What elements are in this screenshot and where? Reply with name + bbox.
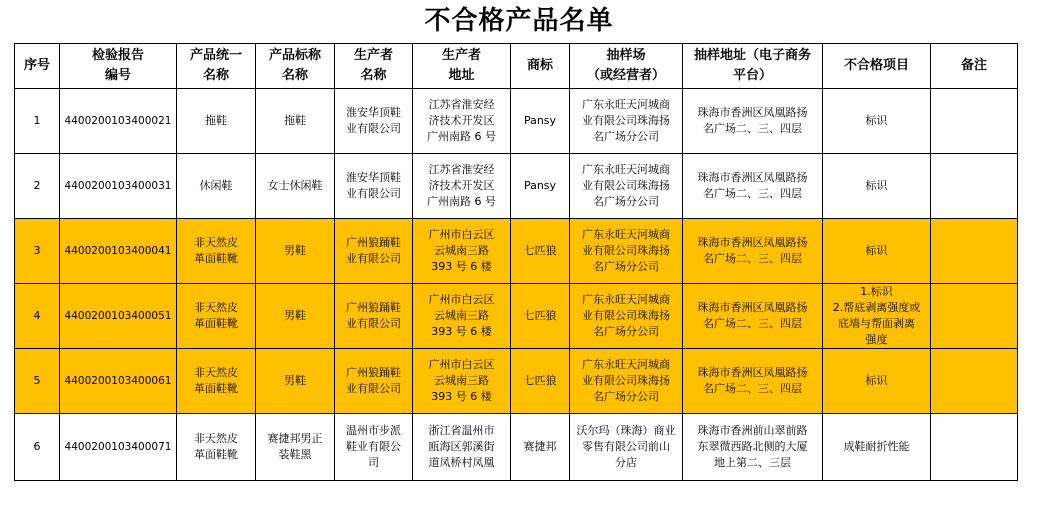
cell-producer-name: 淮安华顶鞋 业有限公司	[335, 154, 413, 219]
unqualified-products-table	[14, 43, 1018, 481]
cell-failed-items: 标识	[823, 349, 931, 414]
table-row	[15, 89, 1018, 154]
cell-sampling-site: 广东永旺天河城商 业有限公司珠海扬 名广场分公司	[570, 89, 683, 154]
page-title: 不合格产品名单	[424, 6, 614, 36]
header-remarks: 备注	[931, 44, 1018, 89]
cell-product-nominal-name: 拖鞋	[256, 89, 335, 154]
cell-sampling-site: 广东永旺天河城商 业有限公司珠海扬 名广场分公司	[570, 219, 683, 284]
table-row	[15, 349, 1018, 414]
cell-sampling-address: 珠海市香洲区凤凰路扬 名广场二、三、四层	[683, 219, 823, 284]
cell-producer-name: 广州狼踊鞋 业有限公司	[335, 284, 413, 349]
header-product-unified-name: 产品统一 名称	[177, 44, 256, 89]
cell-failed-items: 标识	[823, 154, 931, 219]
cell-producer-address: 广州市白云区 云城南三路 393 号 6 楼	[413, 284, 511, 349]
cell-failed-items: 成鞋耐折性能	[823, 414, 931, 481]
cell-product-nominal-name: 男鞋	[256, 284, 335, 349]
header-producer-address: 生产者 地址	[413, 44, 511, 89]
cell-trademark: 七匹狼	[511, 284, 570, 349]
cell-report-number: 4400200103400061	[60, 349, 177, 414]
cell-trademark: Pansy	[511, 89, 570, 154]
cell-index: 1	[15, 89, 60, 154]
cell-sampling-address: 珠海市香洲前山翠前路 东翠微西路北侧的大厦 地上第二、三层	[683, 414, 823, 481]
header-report-number: 检验报告 编号	[60, 44, 177, 89]
cell-index: 3	[15, 219, 60, 284]
cell-remarks	[931, 219, 1018, 284]
cell-trademark: 赛捷邦	[511, 414, 570, 481]
cell-product-nominal-name: 男鞋	[256, 349, 335, 414]
cell-report-number: 4400200103400051	[60, 284, 177, 349]
header-trademark: 商标	[511, 44, 570, 89]
cell-index: 4	[15, 284, 60, 349]
cell-remarks	[931, 284, 1018, 349]
cell-producer-name: 温州市步派 鞋业有限公 司	[335, 414, 413, 481]
cell-producer-name: 淮安华顶鞋 业有限公司	[335, 89, 413, 154]
header-failed-items: 不合格项目	[823, 44, 931, 89]
cell-sampling-address: 珠海市香洲区凤凰路扬 名广场二、三、四层	[683, 89, 823, 154]
cell-trademark: 七匹狼	[511, 219, 570, 284]
cell-report-number: 4400200103400021	[60, 89, 177, 154]
header-sampling-site: 抽样场 （或经营者）	[570, 44, 683, 89]
cell-product-nominal-name: 女士休闲鞋	[256, 154, 335, 219]
cell-producer-address: 浙江省温州市 瓯海区郭溪街 道凤桥村凤凰	[413, 414, 511, 481]
table-row	[15, 219, 1018, 284]
cell-product-nominal-name: 男鞋	[256, 219, 335, 284]
cell-sampling-address: 珠海市香洲区凤凰路扬 名广场二、三、四层	[683, 349, 823, 414]
cell-product-unified-name: 拖鞋	[177, 89, 256, 154]
table-row	[15, 154, 1018, 219]
cell-index: 6	[15, 414, 60, 481]
header-sampling-address: 抽样地址（电子商务 平台）	[683, 44, 823, 89]
cell-remarks	[931, 89, 1018, 154]
cell-remarks	[931, 349, 1018, 414]
cell-sampling-site: 广东永旺天河城商 业有限公司珠海扬 名广场分公司	[570, 284, 683, 349]
header-index: 序号	[15, 44, 60, 89]
cell-index: 2	[15, 154, 60, 219]
cell-product-unified-name: 非天然皮 革面鞋靴	[177, 349, 256, 414]
cell-product-nominal-name: 赛捷邦男正 装鞋黑	[256, 414, 335, 481]
header-product-nominal-name: 产品标称 名称	[256, 44, 335, 89]
cell-index: 5	[15, 349, 60, 414]
cell-remarks	[931, 154, 1018, 219]
cell-report-number: 4400200103400071	[60, 414, 177, 481]
cell-product-unified-name: 非天然皮 革面鞋靴	[177, 284, 256, 349]
table-header-row	[15, 44, 1018, 89]
cell-product-unified-name: 非天然皮 革面鞋靴	[177, 414, 256, 481]
cell-product-unified-name: 休闲鞋	[177, 154, 256, 219]
cell-product-unified-name: 非天然皮 革面鞋靴	[177, 219, 256, 284]
cell-failed-items: 标识	[823, 89, 931, 154]
cell-sampling-address: 珠海市香洲区凤凰路扬 名广场二、三、四层	[683, 284, 823, 349]
cell-sampling-site: 沃尔玛（珠海）商业 零售有限公司前山 分店	[570, 414, 683, 481]
cell-producer-address: 广州市白云区 云城南三路 393 号 6 楼	[413, 219, 511, 284]
table-row	[15, 284, 1018, 349]
cell-producer-address: 江苏省淮安经 济技术开发区 广州南路 6 号	[413, 154, 511, 219]
cell-failed-items: 1.标识 2.帮底剥离强度或 底墙与帮面剥离 强度	[823, 284, 931, 349]
cell-sampling-site: 广东永旺天河城商 业有限公司珠海扬 名广场分公司	[570, 154, 683, 219]
table-row	[15, 414, 1018, 481]
cell-producer-address: 广州市白云区 云城南三路 393 号 6 楼	[413, 349, 511, 414]
cell-trademark: Pansy	[511, 154, 570, 219]
cell-producer-name: 广州狼踊鞋 业有限公司	[335, 349, 413, 414]
cell-producer-address: 江苏省淮安经 济技术开发区 广州南路 6 号	[413, 89, 511, 154]
cell-sampling-address: 珠海市香洲区凤凰路扬 名广场二、三、四层	[683, 154, 823, 219]
cell-remarks	[931, 414, 1018, 481]
header-producer-name: 生产者 名称	[335, 44, 413, 89]
cell-sampling-site: 广东永旺天河城商 业有限公司珠海扬 名广场分公司	[570, 349, 683, 414]
cell-report-number: 4400200103400031	[60, 154, 177, 219]
cell-report-number: 4400200103400041	[60, 219, 177, 284]
cell-producer-name: 广州狼踊鞋 业有限公司	[335, 219, 413, 284]
cell-trademark: 七匹狼	[511, 349, 570, 414]
cell-failed-items: 标识	[823, 219, 931, 284]
